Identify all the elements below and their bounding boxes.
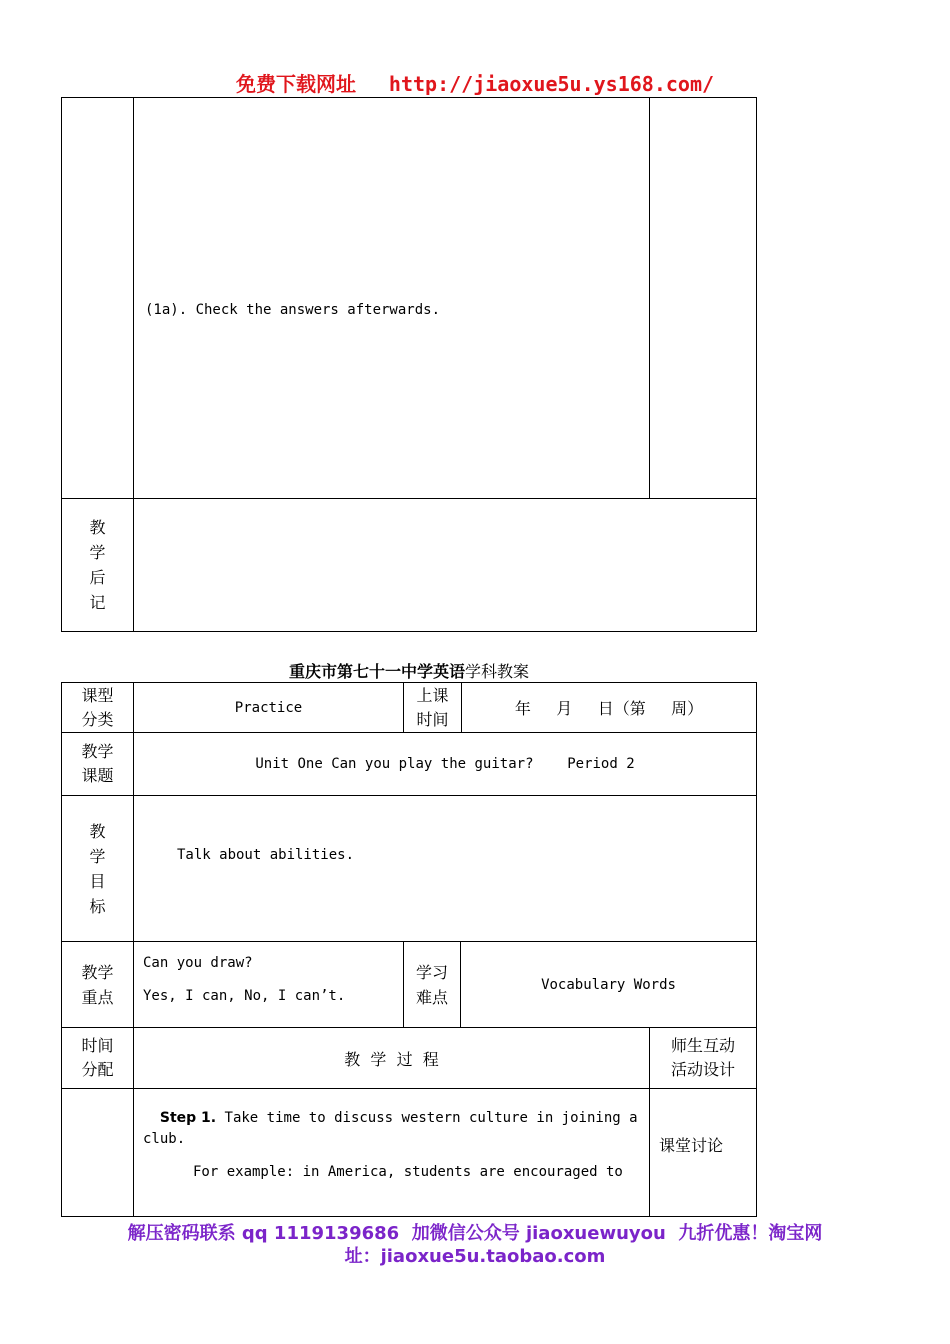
step-example: For example: in America, students are encouraged to (193, 1164, 623, 1180)
interaction-label (650, 1028, 756, 1088)
header-label: 免费下载网址 (235, 72, 356, 96)
process-label: 教 学 过 程 (344, 1049, 439, 1069)
step-line (143, 1094, 638, 1126)
type-value: Practice (234, 699, 303, 716)
top-table (61, 97, 757, 632)
header-url-link[interactable]: http://jiaoxue5u.ys168.com/ (388, 72, 715, 96)
step-activity: 课堂讨论 (659, 1136, 724, 1155)
time-alloc-label (62, 1028, 133, 1088)
goal-label-char: 标 (89, 896, 106, 916)
footer-line-1: 解压密码联系 qq 1119139686 加微信公众号 jiaoxuewuyou 九折优惠！淘宝网 (127, 1223, 823, 1244)
top-table-divider (133, 97, 134, 632)
time-label (404, 683, 461, 732)
key-label-line: 教学 (81, 962, 114, 982)
lesson-plan-title-bold: 重庆市第七十一中学英语 (288, 662, 465, 681)
table-divider (61, 795, 757, 796)
key-label (62, 942, 133, 1027)
step-text: Take time to discuss western culture in joining a (216, 1110, 638, 1126)
reflection-label (62, 499, 133, 631)
type-label (62, 683, 133, 732)
reflection-char: 学 (89, 543, 106, 562)
header-banner (0, 68, 950, 97)
reflection-char: 记 (89, 593, 106, 612)
goal-label (62, 796, 133, 941)
key-label-line: 重点 (81, 987, 114, 1007)
time-alloc-label-line: 时间 (81, 1036, 114, 1055)
topic-label (62, 733, 133, 795)
lesson-plan-title (62, 659, 756, 682)
reflection-char: 教 (89, 518, 106, 537)
difficulty-label-line: 学习 (415, 962, 448, 982)
top-table-divider (61, 498, 757, 499)
interaction-label-line: 师生互动 (670, 1036, 735, 1055)
goal-label-char: 学 (89, 846, 106, 866)
goal-label-char: 目 (89, 871, 106, 891)
reflection-char: 后 (89, 568, 106, 587)
type-label-line: 课型 (81, 685, 114, 705)
type-label-line: 分类 (81, 709, 114, 729)
goal-label-char: 教 (89, 821, 106, 841)
topic-label-line: 教学 (81, 742, 114, 761)
table-divider (61, 1088, 757, 1089)
difficulty-value: Vocabulary Words (541, 976, 676, 993)
key-line-1: Can you draw? (143, 955, 253, 971)
step-text-2: club. (143, 1131, 186, 1147)
time-label-line: 时间 (416, 709, 449, 729)
lesson-plan-title-rest: 学科教案 (465, 662, 530, 681)
time-alloc-label-line: 分配 (81, 1060, 114, 1079)
step-label: Step 1. (159, 1110, 217, 1126)
time-label-line: 上课 (416, 685, 449, 705)
top-table-divider (649, 97, 650, 499)
difficulty-label (404, 942, 460, 1027)
date-value: 年 月 日（第 周） (514, 699, 704, 718)
top-table-body-text: (1a). Check the answers afterwards. (145, 302, 441, 318)
goal-value: Talk about abilities. (177, 847, 355, 863)
topic-label-line: 课题 (81, 766, 114, 785)
footer-line-2: 址：jiaoxue5u.taobao.com (344, 1246, 606, 1267)
topic-value: Unit One Can you play the guitar? Period 2 (255, 756, 635, 772)
difficulty-label-line: 难点 (415, 987, 448, 1007)
interaction-label-line: 活动设计 (670, 1060, 735, 1079)
key-line-2: Yes, I can, No, I can’t. (143, 988, 346, 1004)
